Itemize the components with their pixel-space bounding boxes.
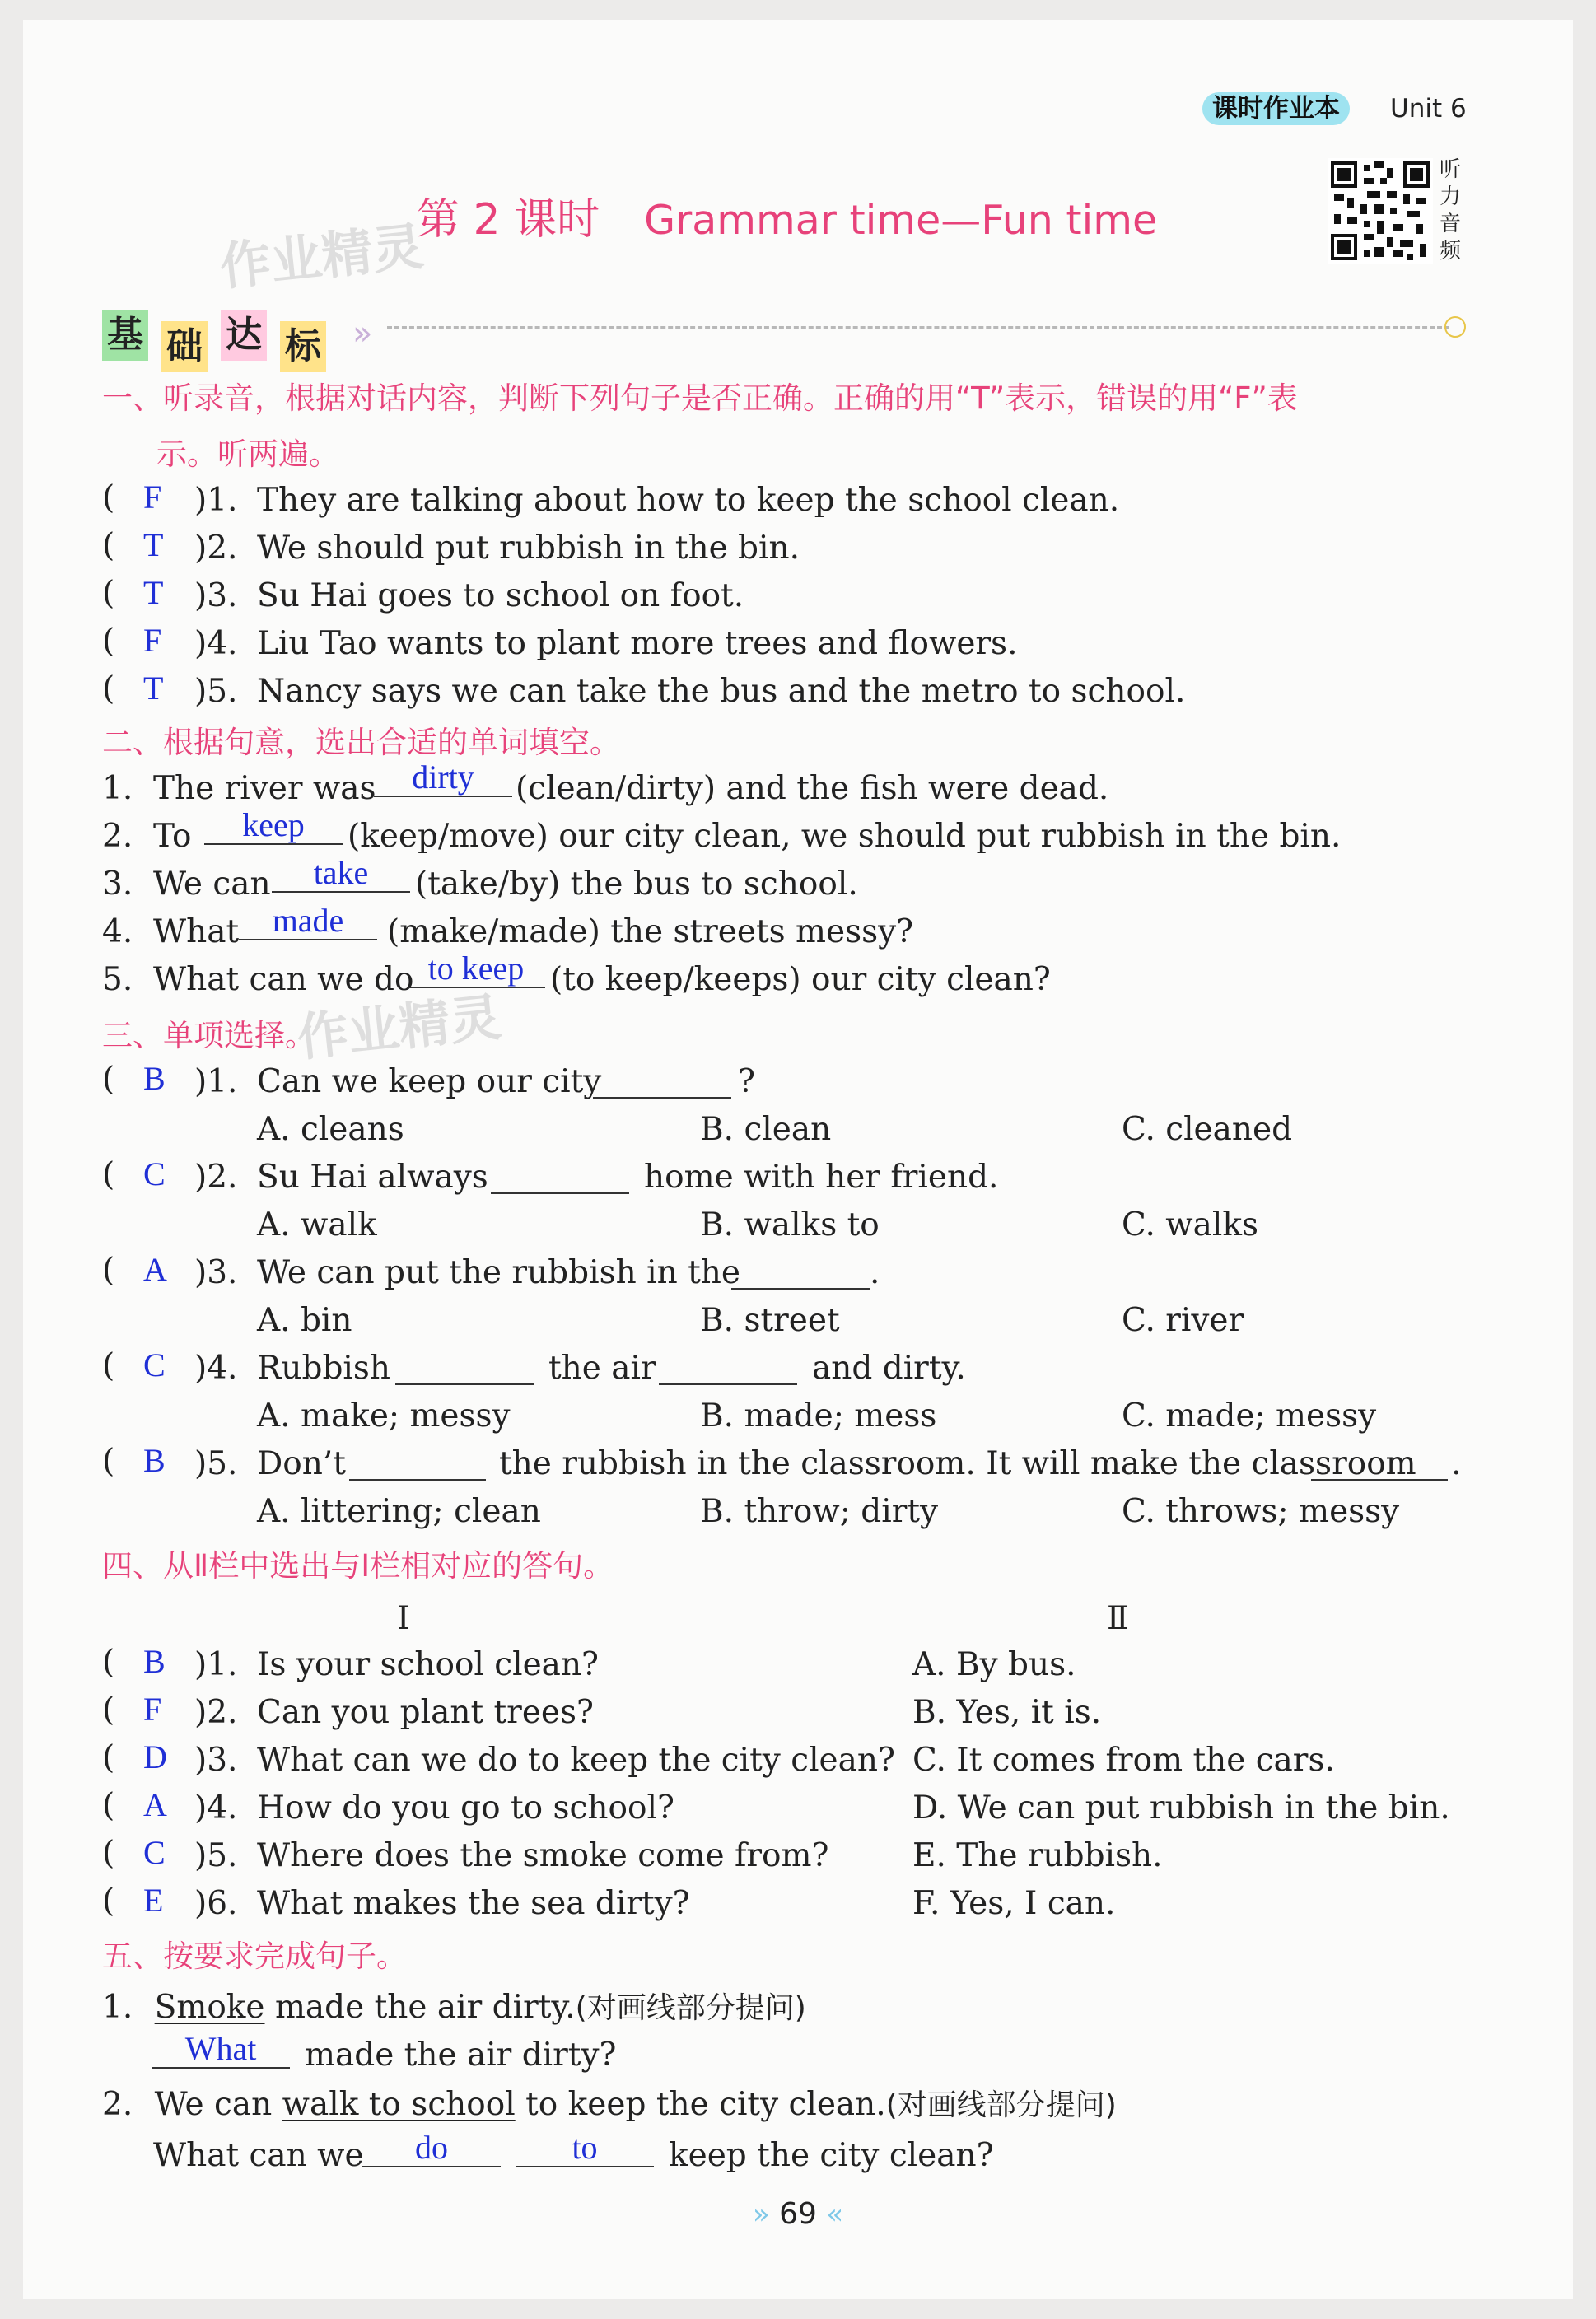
option-c[interactable]: C. walks xyxy=(1122,1206,1258,1243)
question-text: Nancy says we can take the bus and the metro to school. xyxy=(257,673,1186,710)
question-text: Can you plant trees? xyxy=(257,1694,594,1731)
option-a[interactable]: A. littering; clean xyxy=(257,1493,541,1530)
sentence-end: (make/made) the streets messy? xyxy=(387,913,914,950)
question-text: Su Hai always xyxy=(257,1159,488,1196)
answer-mark[interactable]: F xyxy=(143,1691,162,1728)
sentence-start: What xyxy=(153,913,240,950)
s5-q2-tail: keep the city clean? xyxy=(669,2137,994,2174)
question-text: What makes the sea dirty? xyxy=(257,1885,690,1922)
paren-open: ( xyxy=(102,1156,115,1193)
question-text: Don’t xyxy=(257,1445,346,1482)
question-text-end: and dirty. xyxy=(812,1350,966,1387)
answer-option: F. Yes, I can. xyxy=(912,1885,1116,1922)
listen-audio-label: 听力音频 xyxy=(1440,157,1462,264)
question-text: Rubbish xyxy=(257,1350,391,1387)
paren-open: ( xyxy=(102,623,115,660)
question-number: )1. xyxy=(194,482,238,519)
paren-open: ( xyxy=(102,1835,115,1872)
option-c[interactable]: C. river xyxy=(1122,1302,1244,1339)
question-number: )4. xyxy=(194,625,238,662)
question-text-cont: the air xyxy=(548,1350,656,1387)
sentence-start: The river was xyxy=(153,770,376,807)
s5-q2-underlined: walk to school xyxy=(282,2086,516,2123)
option-c[interactable]: C. throws; messy xyxy=(1122,1493,1400,1530)
question-number: )1. xyxy=(194,1646,238,1683)
paren-open: ( xyxy=(102,1691,115,1729)
banner-char-2: 础 xyxy=(161,321,208,372)
item-number: 3. xyxy=(102,866,133,903)
answer-mark[interactable]: C xyxy=(143,1155,166,1192)
paren-open: ( xyxy=(102,1787,115,1824)
answer-mark[interactable]: A xyxy=(143,1251,167,1288)
answer-mark[interactable]: B xyxy=(143,1060,166,1097)
paren-open: ( xyxy=(102,670,115,707)
question-text-cont: ? xyxy=(738,1063,755,1100)
section-2-heading: 二、根据句意，选出合适的单词填空。 xyxy=(102,725,620,760)
question-text-cont: . xyxy=(870,1254,880,1291)
answer-mark[interactable]: C xyxy=(143,1346,166,1383)
s5-q1-num: 1. xyxy=(102,1989,133,2026)
paren-open: ( xyxy=(102,1883,115,1920)
question-number: )2. xyxy=(194,1159,238,1196)
answer-mark[interactable]: E xyxy=(143,1882,164,1919)
answer-option: B. Yes, it is. xyxy=(912,1694,1102,1731)
question-number: )3. xyxy=(194,1254,238,1291)
answer-mark[interactable]: A xyxy=(143,1786,167,1823)
answer-mark[interactable]: D xyxy=(143,1738,167,1775)
option-a[interactable]: A. make; messy xyxy=(257,1397,511,1435)
fill-in-answer[interactable]: made xyxy=(239,903,377,940)
question-number: )4. xyxy=(194,1350,238,1387)
question-text: What can we do to keep the city clean? xyxy=(257,1742,895,1779)
answer-option: A. By bus. xyxy=(912,1646,1076,1683)
s5-q1 xyxy=(102,1986,806,2030)
question-text-end: . xyxy=(1451,1445,1462,1482)
s5-q2 xyxy=(102,2083,1117,2127)
option-a[interactable]: A. cleans xyxy=(257,1111,404,1148)
lesson-subtitle: Grammar time—Fun time xyxy=(644,197,1158,244)
sentence-end: (keep/move) our city clean, we should put rubbish in the bin. xyxy=(348,818,1342,855)
answer-mark[interactable]: C xyxy=(143,1834,166,1871)
s5-q1-underlined: Smoke xyxy=(154,1989,265,2026)
section-1-heading-cont: 示。听两遍。 xyxy=(156,436,339,472)
item-number: 4. xyxy=(102,913,133,950)
paren-open: ( xyxy=(102,575,115,612)
fill-in-answer[interactable]: take xyxy=(272,855,410,893)
paren-open: ( xyxy=(102,1347,115,1384)
option-b[interactable]: B. made; mess xyxy=(700,1397,937,1435)
sentence-end: (take/by) the bus to school. xyxy=(415,866,858,903)
question-text: Is your school clean? xyxy=(257,1646,599,1683)
chevron-right-icon: » xyxy=(752,2198,770,2231)
question-text: They are talking about how to keep the school clean. xyxy=(257,482,1120,519)
answer-mark[interactable]: B xyxy=(143,1643,166,1680)
qr-code-icon[interactable] xyxy=(1328,158,1433,264)
answer-mark[interactable]: T xyxy=(143,526,164,563)
answer-blank xyxy=(731,1258,870,1290)
sentence-end: (to keep/keeps) our city clean? xyxy=(550,961,1051,998)
watermark-middle: 作业精灵 xyxy=(294,987,504,1068)
answer-option: D. We can put rubbish in the bin. xyxy=(912,1789,1450,1827)
chevron-left-icon: « xyxy=(826,2198,844,2231)
column-i-label: Ⅰ xyxy=(397,1600,410,1637)
banner-char-3: 达 xyxy=(221,310,267,361)
circle-chevron-icon xyxy=(1444,316,1466,338)
unit-label: Unit 6 xyxy=(1390,94,1467,124)
paren-open: ( xyxy=(102,1061,115,1098)
question-number: )2. xyxy=(194,530,238,567)
fill-in-answer[interactable]: to keep xyxy=(407,950,545,988)
s5-q2-rest: to keep the city clean. xyxy=(525,2086,886,2123)
paren-open: ( xyxy=(102,1739,115,1776)
page-number xyxy=(0,2197,1596,2231)
answer-option: C. It comes from the cars. xyxy=(912,1742,1335,1779)
paren-open: ( xyxy=(102,1252,115,1289)
watermark-top: 作业精灵 xyxy=(217,216,427,297)
answer-option: E. The rubbish. xyxy=(912,1837,1163,1874)
question-text: Su Hai goes to school on foot. xyxy=(257,577,744,614)
lesson-number: 第 2 课时 xyxy=(417,195,600,245)
s5-q2-pre: We can xyxy=(154,2086,273,2123)
answer-blank xyxy=(491,1163,629,1194)
sentence-start: What can we do xyxy=(153,961,414,998)
answer-mark[interactable]: F xyxy=(143,622,162,659)
option-a[interactable]: A. walk xyxy=(257,1206,377,1243)
answer-mark[interactable]: T xyxy=(143,574,164,611)
section-1-heading: 一、听录音，根据对话内容，判断下列句子是否正确。正确的用“T”表示，错误的用“F”表 xyxy=(102,380,1298,416)
question-number: )5. xyxy=(194,673,238,710)
answer-mark[interactable]: T xyxy=(143,670,164,707)
answer-blank xyxy=(659,1354,797,1385)
s5-q2-note: (对画线部分提问) xyxy=(885,2088,1117,2122)
answer-blank xyxy=(395,1354,534,1385)
paren-open: ( xyxy=(102,527,115,564)
question-number: )3. xyxy=(194,577,238,614)
question-number: )2. xyxy=(194,1694,238,1731)
answer-mark[interactable]: B xyxy=(143,1442,166,1479)
s5-q1-rest: made the air dirty. xyxy=(274,1989,576,2026)
s5-q2-answer-1[interactable]: do xyxy=(362,2130,501,2167)
question-text: Liu Tao wants to plant more trees and flowers. xyxy=(257,625,1018,662)
s5-q1-note: (对画线部分提问) xyxy=(575,1991,806,2025)
sentence-end: (clean/dirty) and the fish were dead. xyxy=(516,770,1109,807)
page-number-value: 69 xyxy=(779,2197,817,2231)
option-b[interactable]: B. throw; dirty xyxy=(700,1493,939,1530)
workbook-badge: 课时作业本 xyxy=(1202,92,1350,125)
item-number: 1. xyxy=(102,770,133,807)
chevron-right-icon: » xyxy=(352,315,373,352)
section-5-heading: 五、按要求完成句子。 xyxy=(102,1939,407,1974)
question-text: We can put the rubbish in the xyxy=(257,1254,740,1291)
item-number: 2. xyxy=(102,818,133,855)
fill-in-answer[interactable]: keep xyxy=(204,807,343,845)
option-c[interactable]: C. cleaned xyxy=(1122,1111,1293,1148)
option-b[interactable]: B. clean xyxy=(700,1111,832,1148)
column-ii-label: Ⅱ xyxy=(1107,1600,1129,1637)
question-text: Where does the smoke come from? xyxy=(257,1837,829,1874)
answer-blank xyxy=(1311,1449,1448,1481)
sentence-start: We can xyxy=(153,866,271,903)
item-number: 5. xyxy=(102,961,133,998)
option-a[interactable]: A. bin xyxy=(257,1302,352,1339)
answer-blank xyxy=(349,1449,486,1481)
answer-blank xyxy=(593,1067,731,1099)
question-number: )6. xyxy=(194,1885,238,1922)
paren-open: ( xyxy=(102,479,115,516)
question-text: We should put rubbish in the bin. xyxy=(257,530,800,567)
question-text-cont: home with her friend. xyxy=(644,1159,999,1196)
question-number: )3. xyxy=(194,1742,238,1779)
question-number: )5. xyxy=(194,1445,238,1482)
lesson-title xyxy=(417,191,1157,250)
sentence-start: To xyxy=(153,818,192,855)
question-text: How do you go to school? xyxy=(257,1789,674,1827)
question-text-cont: the rubbish in the classroom. It will make the classroom xyxy=(499,1445,1416,1482)
question-text: Can we keep our city xyxy=(257,1063,602,1100)
s5-q2-answer-2[interactable]: to xyxy=(516,2130,654,2167)
question-number: )4. xyxy=(194,1789,238,1827)
section-3-heading: 三、单项选择。 xyxy=(102,1018,315,1053)
s5-q2-num: 2. xyxy=(102,2086,133,2123)
question-number: )1. xyxy=(194,1063,238,1100)
answer-mark[interactable]: F xyxy=(143,478,162,516)
fill-in-answer[interactable]: dirty xyxy=(374,759,512,797)
option-b[interactable]: B. walks to xyxy=(700,1206,880,1243)
banner-divider xyxy=(387,326,1449,329)
s5-q2-lead: What can we xyxy=(153,2137,364,2174)
paren-open: ( xyxy=(102,1443,115,1480)
paren-open: ( xyxy=(102,1644,115,1681)
s5-q1-tail: made the air dirty? xyxy=(305,2037,617,2074)
s5-q1-answer[interactable]: What xyxy=(152,2031,290,2069)
option-b[interactable]: B. street xyxy=(700,1302,840,1339)
banner-char-1: 基 xyxy=(102,310,148,361)
section-4-heading: 四、从Ⅱ栏中选出与Ⅰ栏相对应的答句。 xyxy=(102,1548,614,1584)
question-number: )5. xyxy=(194,1837,238,1874)
banner-char-4: 标 xyxy=(280,321,326,372)
option-c[interactable]: C. made; messy xyxy=(1122,1397,1377,1435)
